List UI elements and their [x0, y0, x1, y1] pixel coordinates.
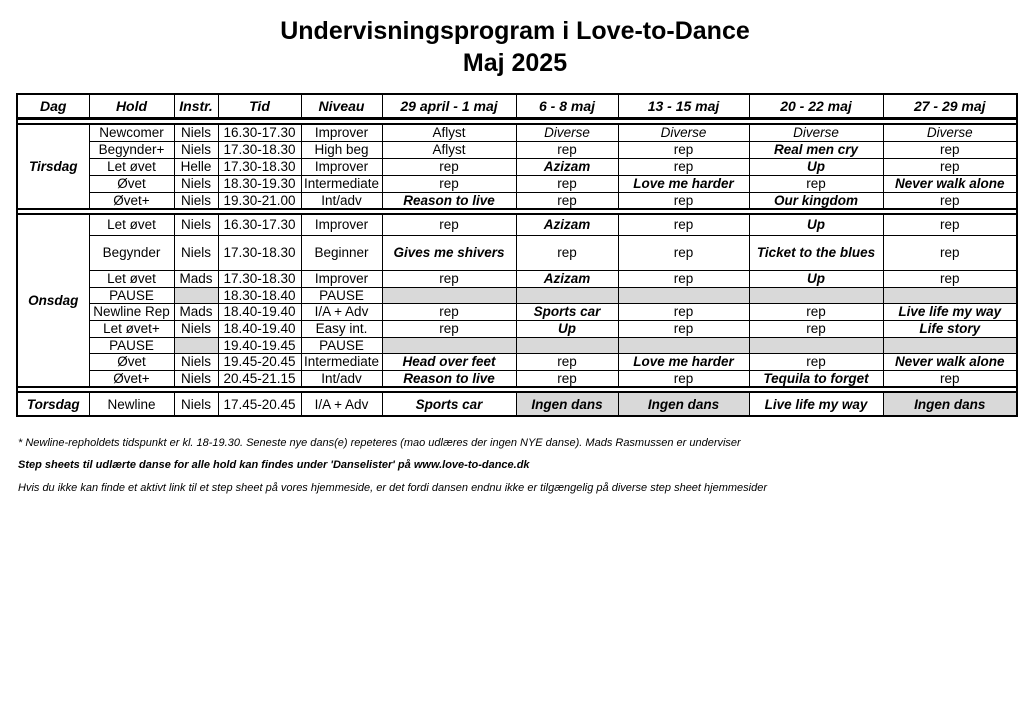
header-row: [17, 94, 1017, 119]
col-header-instr: Instr.: [174, 94, 218, 119]
instr-cell: Niels: [174, 124, 218, 141]
instr-cell: Mads: [174, 303, 218, 320]
week-cell: Ticket to the blues: [749, 235, 883, 270]
week-cell: rep: [382, 270, 516, 287]
hold-cell: Let øvet: [89, 158, 174, 175]
week-cell: [749, 337, 883, 353]
niveau-cell: Int/adv: [301, 370, 382, 387]
week-cell: rep: [618, 235, 749, 270]
tid-cell: 17.30-18.30: [218, 270, 301, 287]
tid-cell: 18.30-19.30: [218, 175, 301, 192]
tid-cell: 16.30-17.30: [218, 214, 301, 235]
niveau-cell: PAUSE: [301, 287, 382, 303]
tid-cell: 19.30-21.00: [218, 192, 301, 209]
week-cell: Tequila to forget: [749, 370, 883, 387]
week-cell: [618, 287, 749, 303]
table-row: [17, 392, 1017, 416]
col-header-week-2: 6 - 8 maj: [516, 94, 618, 119]
instr-cell: Niels: [174, 192, 218, 209]
week-cell: rep: [382, 320, 516, 337]
week-cell: Diverse: [883, 124, 1017, 141]
week-cell: rep: [516, 175, 618, 192]
col-header-week-5: 27 - 29 maj: [883, 94, 1017, 119]
tid-cell: 17.45-20.45: [218, 392, 301, 416]
week-cell: Sports car: [382, 392, 516, 416]
week-cell: rep: [382, 214, 516, 235]
week-cell: Reason to live: [382, 370, 516, 387]
week-cell: rep: [749, 320, 883, 337]
instr-cell: Niels: [174, 370, 218, 387]
instr-cell: Niels: [174, 353, 218, 370]
day-cell: Torsdag: [17, 392, 89, 416]
instr-cell: Niels: [174, 235, 218, 270]
niveau-cell: Beginner: [301, 235, 382, 270]
week-cell: [382, 337, 516, 353]
week-cell: [883, 337, 1017, 353]
niveau-cell: Easy int.: [301, 320, 382, 337]
week-cell: rep: [618, 370, 749, 387]
week-cell: rep: [516, 235, 618, 270]
table-row: [17, 124, 1017, 141]
week-cell: [382, 287, 516, 303]
hold-cell: Øvet: [89, 353, 174, 370]
hold-cell: PAUSE: [89, 337, 174, 353]
table-row: [17, 320, 1017, 337]
hold-cell: Øvet+: [89, 370, 174, 387]
week-cell: Azizam: [516, 270, 618, 287]
niveau-cell: Improver: [301, 214, 382, 235]
table-row: [17, 175, 1017, 192]
week-cell: rep: [516, 192, 618, 209]
week-cell: rep: [883, 235, 1017, 270]
niveau-cell: High beg: [301, 141, 382, 158]
hold-cell: PAUSE: [89, 287, 174, 303]
tid-cell: 19.45-20.45: [218, 353, 301, 370]
schedule-table: [16, 93, 1018, 417]
hold-cell: Let øvet: [89, 270, 174, 287]
hold-cell: Newline Rep: [89, 303, 174, 320]
week-cell: Life story: [883, 320, 1017, 337]
week-cell: Our kingdom: [749, 192, 883, 209]
table-row: [17, 141, 1017, 158]
col-header-week-3: 13 - 15 maj: [618, 94, 749, 119]
table-row: [17, 287, 1017, 303]
tid-cell: 19.40-19.45: [218, 337, 301, 353]
table-row: [17, 353, 1017, 370]
week-cell: Love me harder: [618, 175, 749, 192]
week-cell: rep: [382, 158, 516, 175]
week-cell: rep: [883, 214, 1017, 235]
instr-cell: Mads: [174, 270, 218, 287]
week-cell: Love me harder: [618, 353, 749, 370]
week-cell: rep: [883, 158, 1017, 175]
hold-cell: Begynder: [89, 235, 174, 270]
week-cell: Diverse: [618, 124, 749, 141]
week-cell: Diverse: [516, 124, 618, 141]
week-cell: Live life my way: [883, 303, 1017, 320]
week-cell: Diverse: [749, 124, 883, 141]
day-cell: Tirsdag: [17, 124, 89, 209]
hold-cell: Let øvet+: [89, 320, 174, 337]
table-row: [17, 214, 1017, 235]
tid-cell: 18.40-19.40: [218, 303, 301, 320]
week-cell: Azizam: [516, 214, 618, 235]
instr-cell: [174, 287, 218, 303]
page-title: Undervisningsprogram i Love-to-Dance: [280, 17, 750, 45]
week-cell: Ingen dans: [618, 392, 749, 416]
instr-cell: Helle: [174, 158, 218, 175]
week-cell: rep: [516, 370, 618, 387]
day-cell: Onsdag: [17, 214, 89, 387]
instr-cell: Niels: [174, 392, 218, 416]
niveau-cell: I/A + Adv: [301, 303, 382, 320]
week-cell: rep: [618, 214, 749, 235]
week-cell: rep: [749, 175, 883, 192]
week-cell: rep: [382, 303, 516, 320]
week-cell: rep: [749, 303, 883, 320]
tid-cell: 17.30-18.30: [218, 158, 301, 175]
week-cell: Up: [516, 320, 618, 337]
week-cell: rep: [883, 370, 1017, 387]
niveau-cell: Intermediate: [301, 175, 382, 192]
week-cell: rep: [516, 353, 618, 370]
hold-cell: Newcomer: [89, 124, 174, 141]
col-header-tid: Tid: [218, 94, 301, 119]
instr-cell: [174, 337, 218, 353]
instr-cell: Niels: [174, 214, 218, 235]
hold-cell: Let øvet: [89, 214, 174, 235]
week-cell: rep: [516, 141, 618, 158]
col-header-week-1: 29 april - 1 maj: [382, 94, 516, 119]
table-row: [17, 337, 1017, 353]
page-subtitle: Maj 2025: [462, 49, 568, 77]
week-cell: [516, 337, 618, 353]
tid-cell: 17.30-18.30: [218, 141, 301, 158]
week-cell: Azizam: [516, 158, 618, 175]
niveau-cell: Improver: [301, 158, 382, 175]
niveau-cell: I/A + Adv: [301, 392, 382, 416]
week-cell: [516, 287, 618, 303]
week-cell: rep: [883, 270, 1017, 287]
tid-cell: 16.30-17.30: [218, 124, 301, 141]
week-cell: rep: [618, 320, 749, 337]
table-row: [17, 192, 1017, 209]
tid-cell: 18.40-19.40: [218, 320, 301, 337]
table-row: [17, 270, 1017, 287]
niveau-cell: Intermediate: [301, 353, 382, 370]
tid-cell: 17.30-18.30: [218, 235, 301, 270]
week-cell: Never walk alone: [883, 175, 1017, 192]
niveau-cell: PAUSE: [301, 337, 382, 353]
hold-cell: Øvet+: [89, 192, 174, 209]
week-cell: rep: [883, 141, 1017, 158]
week-cell: Gives me shivers: [382, 235, 516, 270]
week-cell: Aflyst: [382, 141, 516, 158]
week-cell: rep: [382, 175, 516, 192]
instr-cell: Niels: [174, 175, 218, 192]
instr-cell: Niels: [174, 141, 218, 158]
col-header-hold: Hold: [89, 94, 174, 119]
week-cell: Up: [749, 270, 883, 287]
footnote-links: Hvis du ikke kan finde et aktivt link til et step sheet på vores hjemmeside, er det fordi dansen endnu ikke er tilgængelig på diverse step sheet hjemmesider: [18, 482, 768, 494]
hold-cell: Begynder+: [89, 141, 174, 158]
week-cell: Aflyst: [382, 124, 516, 141]
week-cell: rep: [618, 192, 749, 209]
week-cell: rep: [618, 141, 749, 158]
table-row: [17, 235, 1017, 270]
tid-cell: 18.30-18.40: [218, 287, 301, 303]
week-cell: rep: [618, 270, 749, 287]
week-cell: Ingen dans: [516, 392, 618, 416]
week-cell: rep: [618, 303, 749, 320]
tid-cell: 20.45-21.15: [218, 370, 301, 387]
col-header-week-4: 20 - 22 maj: [749, 94, 883, 119]
week-cell: [883, 287, 1017, 303]
col-header-dag: Dag: [17, 94, 89, 119]
hold-cell: Øvet: [89, 175, 174, 192]
footnote-step-sheets: Step sheets til udlærte danse for alle hold kan findes under 'Danselister' på www.love-to-dance.dk: [18, 459, 530, 471]
week-cell: Live life my way: [749, 392, 883, 416]
week-cell: Ingen dans: [883, 392, 1017, 416]
table-row: [17, 158, 1017, 175]
table-row: [17, 370, 1017, 387]
week-cell: Reason to live: [382, 192, 516, 209]
niveau-cell: Int/adv: [301, 192, 382, 209]
week-cell: Never walk alone: [883, 353, 1017, 370]
col-header-niveau: Niveau: [301, 94, 382, 119]
week-cell: [618, 337, 749, 353]
week-cell: Up: [749, 214, 883, 235]
week-cell: Real men cry: [749, 141, 883, 158]
week-cell: [749, 287, 883, 303]
instr-cell: Niels: [174, 320, 218, 337]
niveau-cell: Improver: [301, 124, 382, 141]
week-cell: rep: [749, 353, 883, 370]
week-cell: rep: [883, 192, 1017, 209]
table-row: [17, 303, 1017, 320]
niveau-cell: Improver: [301, 270, 382, 287]
week-cell: Up: [749, 158, 883, 175]
week-cell: rep: [618, 158, 749, 175]
week-cell: Sports car: [516, 303, 618, 320]
hold-cell: Newline: [89, 392, 174, 416]
week-cell: Head over feet: [382, 353, 516, 370]
footnote-newline: * Newline-repholdets tidspunkt er kl. 18-19.30. Seneste nye dans(e) repeteres (mao udlæres der ingen NYE danse). Mads Rasmussen er underviser: [18, 437, 741, 449]
